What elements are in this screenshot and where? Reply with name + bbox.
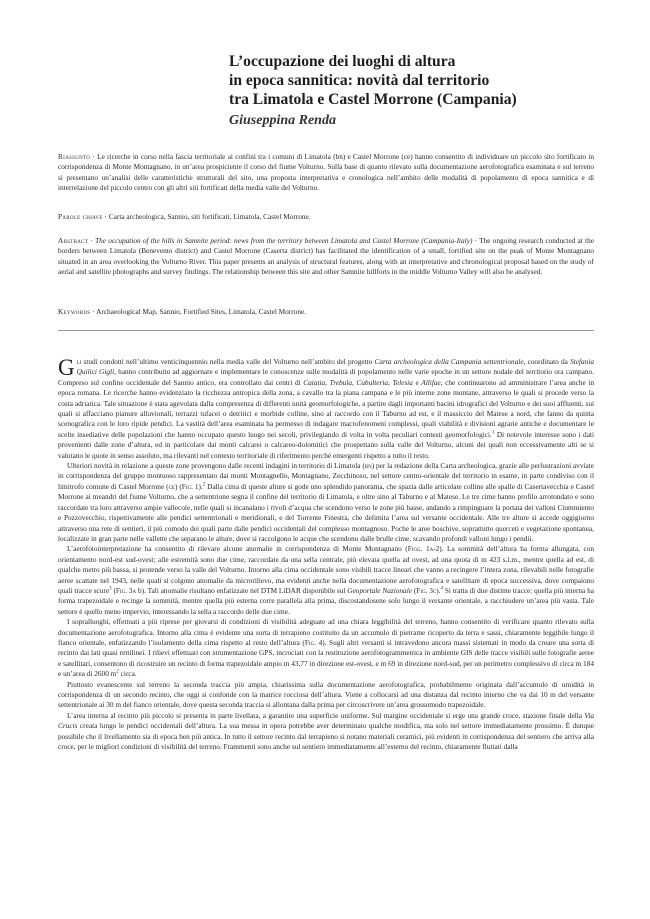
abstract-title: The occupation of the hills in Samnite period: news from the territory between Limatola and Castel Morrone (Campania-Italy) <box>95 236 473 245</box>
title-line: tra Limatola e Castel Morrone (Campania) <box>229 91 517 108</box>
body-text <box>58 357 594 752</box>
figure-ref[interactable]: Figg. 1a-2 <box>407 544 440 554</box>
footnote-ref[interactable]: 1 <box>491 430 495 436</box>
footnote-ref[interactable]: 2 <box>202 482 206 488</box>
abstract-text: · The ongoing research conducted at the borders between Limatola (Benevento district) and Castel Morrone (Caserta district) has facilitated the identification of a small, fortified site on the peak of Monte Montagnano situated in an area overlooking the Volturno River. This paper presents an analysis of structural features, along with an interpretative and chronological proposal based on the study of aerial and satellite photographs and survey findings. The relationship between this site and other Samnite hillforts in the middle Volturno Valley will also be analysed. <box>58 236 594 277</box>
parole-chiave-block <box>58 212 594 222</box>
paragraph: L’aerofotointerpretazione ha consentito di rilevare alcune anomalie in corrispondenza di Monte Montagnano (Figg. 1a-2). La sommità dell’altura ha forma allungata, con orientamento nord-est sud-ovest; alle estremità sono due cime, raccordate da una sella centrale, più elevata quella ad ovest, ad una quota di m 423 s.l.m., mentre quella ad est, di qualche metro più bassa, si protende verso la valle del Volturno. Intorno alla cima occidentale sono visibili tracce lineari che vanno a recingere l’intera zona, rilevabili nelle fotografie aeree scattate nel 1943, nelle quali si colgono anomalie da microrilievo, ma evidenti anche nella documentazione aerofotografica e satellitare di epoca successiva, dove compaiono quali tracce scure$^3$ (Fig. 3a b). Tali anomalie risultano enfatizzate nel DTM LiDAR disponibile sul Geoportale Nazionale (Fig. 3c).$^4$ Si tratta di due distinte tracce: quella più interna ha forma trapezoidale e recinge la sommità, mentre quella più esterna corre parallela alla prima, discostandosene solo lungo il versante orientale, a racchiudere un’area più vasta. Tale settore è quello meno impervio, interessando la sella a raccordo delle due cime. <box>58 544 594 616</box>
paragraph: I sopralluoghi, effettuati a più riprese per giovarsi di condizioni di visibilità adeguate ad una chiara leggibilità del terreno, hanno consentito di verificare quanto rilevato sulla documentazione aerofotografica. Intorno alla cima è evidente una sorta di terrapieno costituito da un accumulo di pietrame ricoperto da terra e sassi, chiaramente leggibile lungo il fianco orientale, enfatizzando l’isolamento della cima rispetto al resto dell’altura (Fig. 4). Sugli altri versanti si intravedono ancora massi sistemati in modo da creare una sorta di recinto dai lati quasi rettilinei. I rilievi effettuati con strumentazione GPS, incrociati con la restituzione aerofotogrammetrica in ambiente GIS delle tracce visibili sulle fotografie aeree e satellitari, consentono di ricostruire un recinto di forma trapezoidale ampio m 43,77 in direzione est-ovest, e m 69 in direzione nord-sud, per un perimetro complessivo di circa m 184 e un’area di 2600 $m^2$ circa. <box>58 617 595 679</box>
abstract-block: Abstract · The occupation of the hills in Samnite period: news from the territory between Limatola and Castel Morrone (Campania-Italy) · The ongoing research conducted at the borders between Limatola (Benevento district) and Castel Morrone (Caserta district) has facilitated the identification of a small, fortified site on the peak of Monte Montagnano situated in an area overlooking the Volturno River. This paper presents an analysis of structural features, along with an interpretative and chronological proposal based on the study of aerial and satellite photographs and survey findings. The relationship between this site and other Samnite hillforts in the middle Volturno Valley will also be analysed. <box>58 236 594 277</box>
paragraph: Piuttosto evanescente sul terreno la seconda traccia più ampia, chiarissima sulla documentazione aerofotografica, probabilmente originata dall’accumulo di umidità in corrispondenza di un secondo recinto, che oggi si confonde con la matrice rocciosa dell’altura. Viene a collocarsi ad una distanza dal recinto interno che va dai 10 m del versante settentrionale ai 30 m del fianco orientale, dove questa seconda traccia si allontana dalla prima per circoscrivere un’area grossomodo trapezoidale. <box>58 679 594 710</box>
divider <box>58 330 594 331</box>
footnote-ref[interactable]: 4 <box>440 586 444 592</box>
keywords-text: · Archaeological Map, Sannio, Fortified Sites, Limatola, Castel Morrone. <box>90 307 307 316</box>
riassunto-block <box>58 152 594 194</box>
parole-chiave-label: Parole chiave <box>58 212 103 221</box>
abstract-label: Abstract <box>58 236 89 245</box>
paper-title <box>229 52 629 109</box>
riassunto-text: · Le ricerche in corso nella fascia territoriale ai confini tra i comuni di Limatola (bn) e Castel Morrone (ce) hanno consentito di individuare un piccolo sito fortificato in corrispondenza di Monte Montagnano, in un’area prospiciente il corso del fiume Volturno. Sulla base di quanto rilevato sulla documentazione aerofotografica esaminata e sul terreno si presentano un’analisi delle caratteristiche strutturali del sito, una proposta interpretativa e cronologica nell’ambito delle modalità di popolamento di epoca sannitica e di interrelazione del piccolo centro con gli altri siti fortificati della media valle del Volturno. <box>58 152 594 193</box>
parole-chiave-text: · Carta archeologica, Sannio, siti fortificati, Limatola, Castel Morrone. <box>102 212 311 221</box>
author-name: Giuseppina Renda <box>229 113 336 128</box>
riassunto-label: Riassunto <box>58 152 91 161</box>
figure-ref[interactable]: Fig. 3c <box>416 585 437 595</box>
paragraph: Ulteriori novità in relazione a queste zone provengono dalle recenti indagini in territorio di Limatola (bn) per la redazione della Carta archeologica, grazie alle perlustrazioni avviate in corrispondenza del gruppo montuoso rappresentato dai monti Montagnello, Montagnano, Zecchinoso, nel settore centro-orientale del territorio in esame, in parte condiviso con il limitrofo comune di Castel Morrone (ce) (Fig. 1).$^2$ Dalla cima di queste alture si gode uno splendido panorama, che spazia dalle articolate colline alle spalle di Casertavecchia e Castel Morrone ai meandri del fiume Volturno, che a settentrione segna il confine del territorio di Limatola, e oltre sino al Taburno e al Matese. Le tre cime hanno profilo arrotondato e sono raccordate tra loro attraverso ampie vallecole, nelle quali si incanalano i rivoli d’acqua che scendono verso le zone più basse, andando a rimpinguare la portata dei valloni Ciummiento e Pozzovecchio, rispettivamente alle pendici settentrionali e meridionali, e del Torrente Finestra, che delimita l’area sul versante occidentale. Alle tre alture si accede oggigiorno attraverso una rete di sentieri, il più comodo dei quali parte dalle pendici occidentali del complesso montagnoso. Poche le aree boschive, soprattutto querceti e vegetazione spontanea, localizzate in gran parte nelle vallette che separano le alture, dove si raccolgono le acque che scendono dalle brulle cime, scavando profondi valloni lungo i pendii. <box>58 461 594 543</box>
keywords-block <box>58 307 594 317</box>
footnote-ref[interactable]: 3 <box>109 586 112 592</box>
keywords-label: Keywords <box>58 307 91 316</box>
figure-ref[interactable]: Fig. 4 <box>304 637 323 647</box>
figure-ref[interactable]: Fig. 1 <box>181 481 199 491</box>
drop-cap: G <box>58 355 75 380</box>
figure-ref[interactable]: Fig. 3a <box>115 585 137 595</box>
title-line: in epoca sannitica: novità dal territorio <box>229 72 490 89</box>
paragraph: L’area interna al recinto più piccolo si presenta in parte livellata, a garantire una superficie uniforme. Sul margine occidentale si erge una grande croce, stazione finale della Via Crucis creata lungo le pendici occidentali dell’altura. La sua messa in opera potrebbe aver determinato qualche modifica, ma solo nel settore immediatamente prossimo. È dunque possibile che il livellamento sia di epoca ben più antica. In tutto il settore recinto dal terrapieno si notano materiali ceramici, più evidenti in corrispondenza del sentiero che arriva alla croce, per le migliori condizioni di visibilità del terreno. Frammenti sono anche sul sentiero immediatamente all’esterno del recinto, chiaramente fluitati dalla <box>58 710 594 752</box>
paragraph: Gli studi condotti nell’ultimo venticinquennio nella media valle del Volturno nell’ambito del progetto Carta archeologica della Campania settentrionale, coordinato da Stefania Quilici Gigli, hanno contribuito ad aggiornare e implementare le conoscenze sulle modalità di popolamento nelle varie epoche in un settore nodale del territorio ora campano. Compreso sul confine occidentale del Sannio antico, era controllato dai centri di Caiatia, Trebula, Cubulteria, Telesia e Allifae, che continuarono ad amministrare l’area anche in epoca romana. Le ricerche hanno evidenziato la ricchezza antropica della zona, a cavallo tra la piana campana e le più interne zone montane, attraverso le quali si procede verso la costa adriatica. Tale situazione è stata agevolata dalla compresenza di differenti unità geomorfologiche, a partire dagli importanti bacini idrografici del Volturno e dei suoi affluenti, sui quali si affacciano pianure alluvionali, terrazzi tufacei o detritici e morbide colline, sino al raccordo con il Taburno ad est, e il massiccio del Matese a nord, che fanno da quinta scenografica con le loro ripide pendici. La vastità dell’area esaminata ha permesso di indagare macrofenomeni complessi, quali viabilità e divisioni agrarie antiche e documentare le scelte insediative delle popolazioni che hanno occupato questo luogo nei secoli, privilegiando di volta in volta peculiari contesti geomorfologici.$^1$ Di notevole interesse sono i dati provenienti dalle zone d’altura, ed in particolare dai monti calcarei o calcareo-dolomitici che prospettano sulla valle del Volturno, alcuni dei quali non eccessivamente alti se si valutano le quote in senso assoluto, ma rilevanti nel contesto territoriale di riferimento perché emergenti rispetto a tutto il resto. <box>58 355 595 460</box>
title-line: L’occupazione dei luoghi di altura <box>229 53 456 70</box>
